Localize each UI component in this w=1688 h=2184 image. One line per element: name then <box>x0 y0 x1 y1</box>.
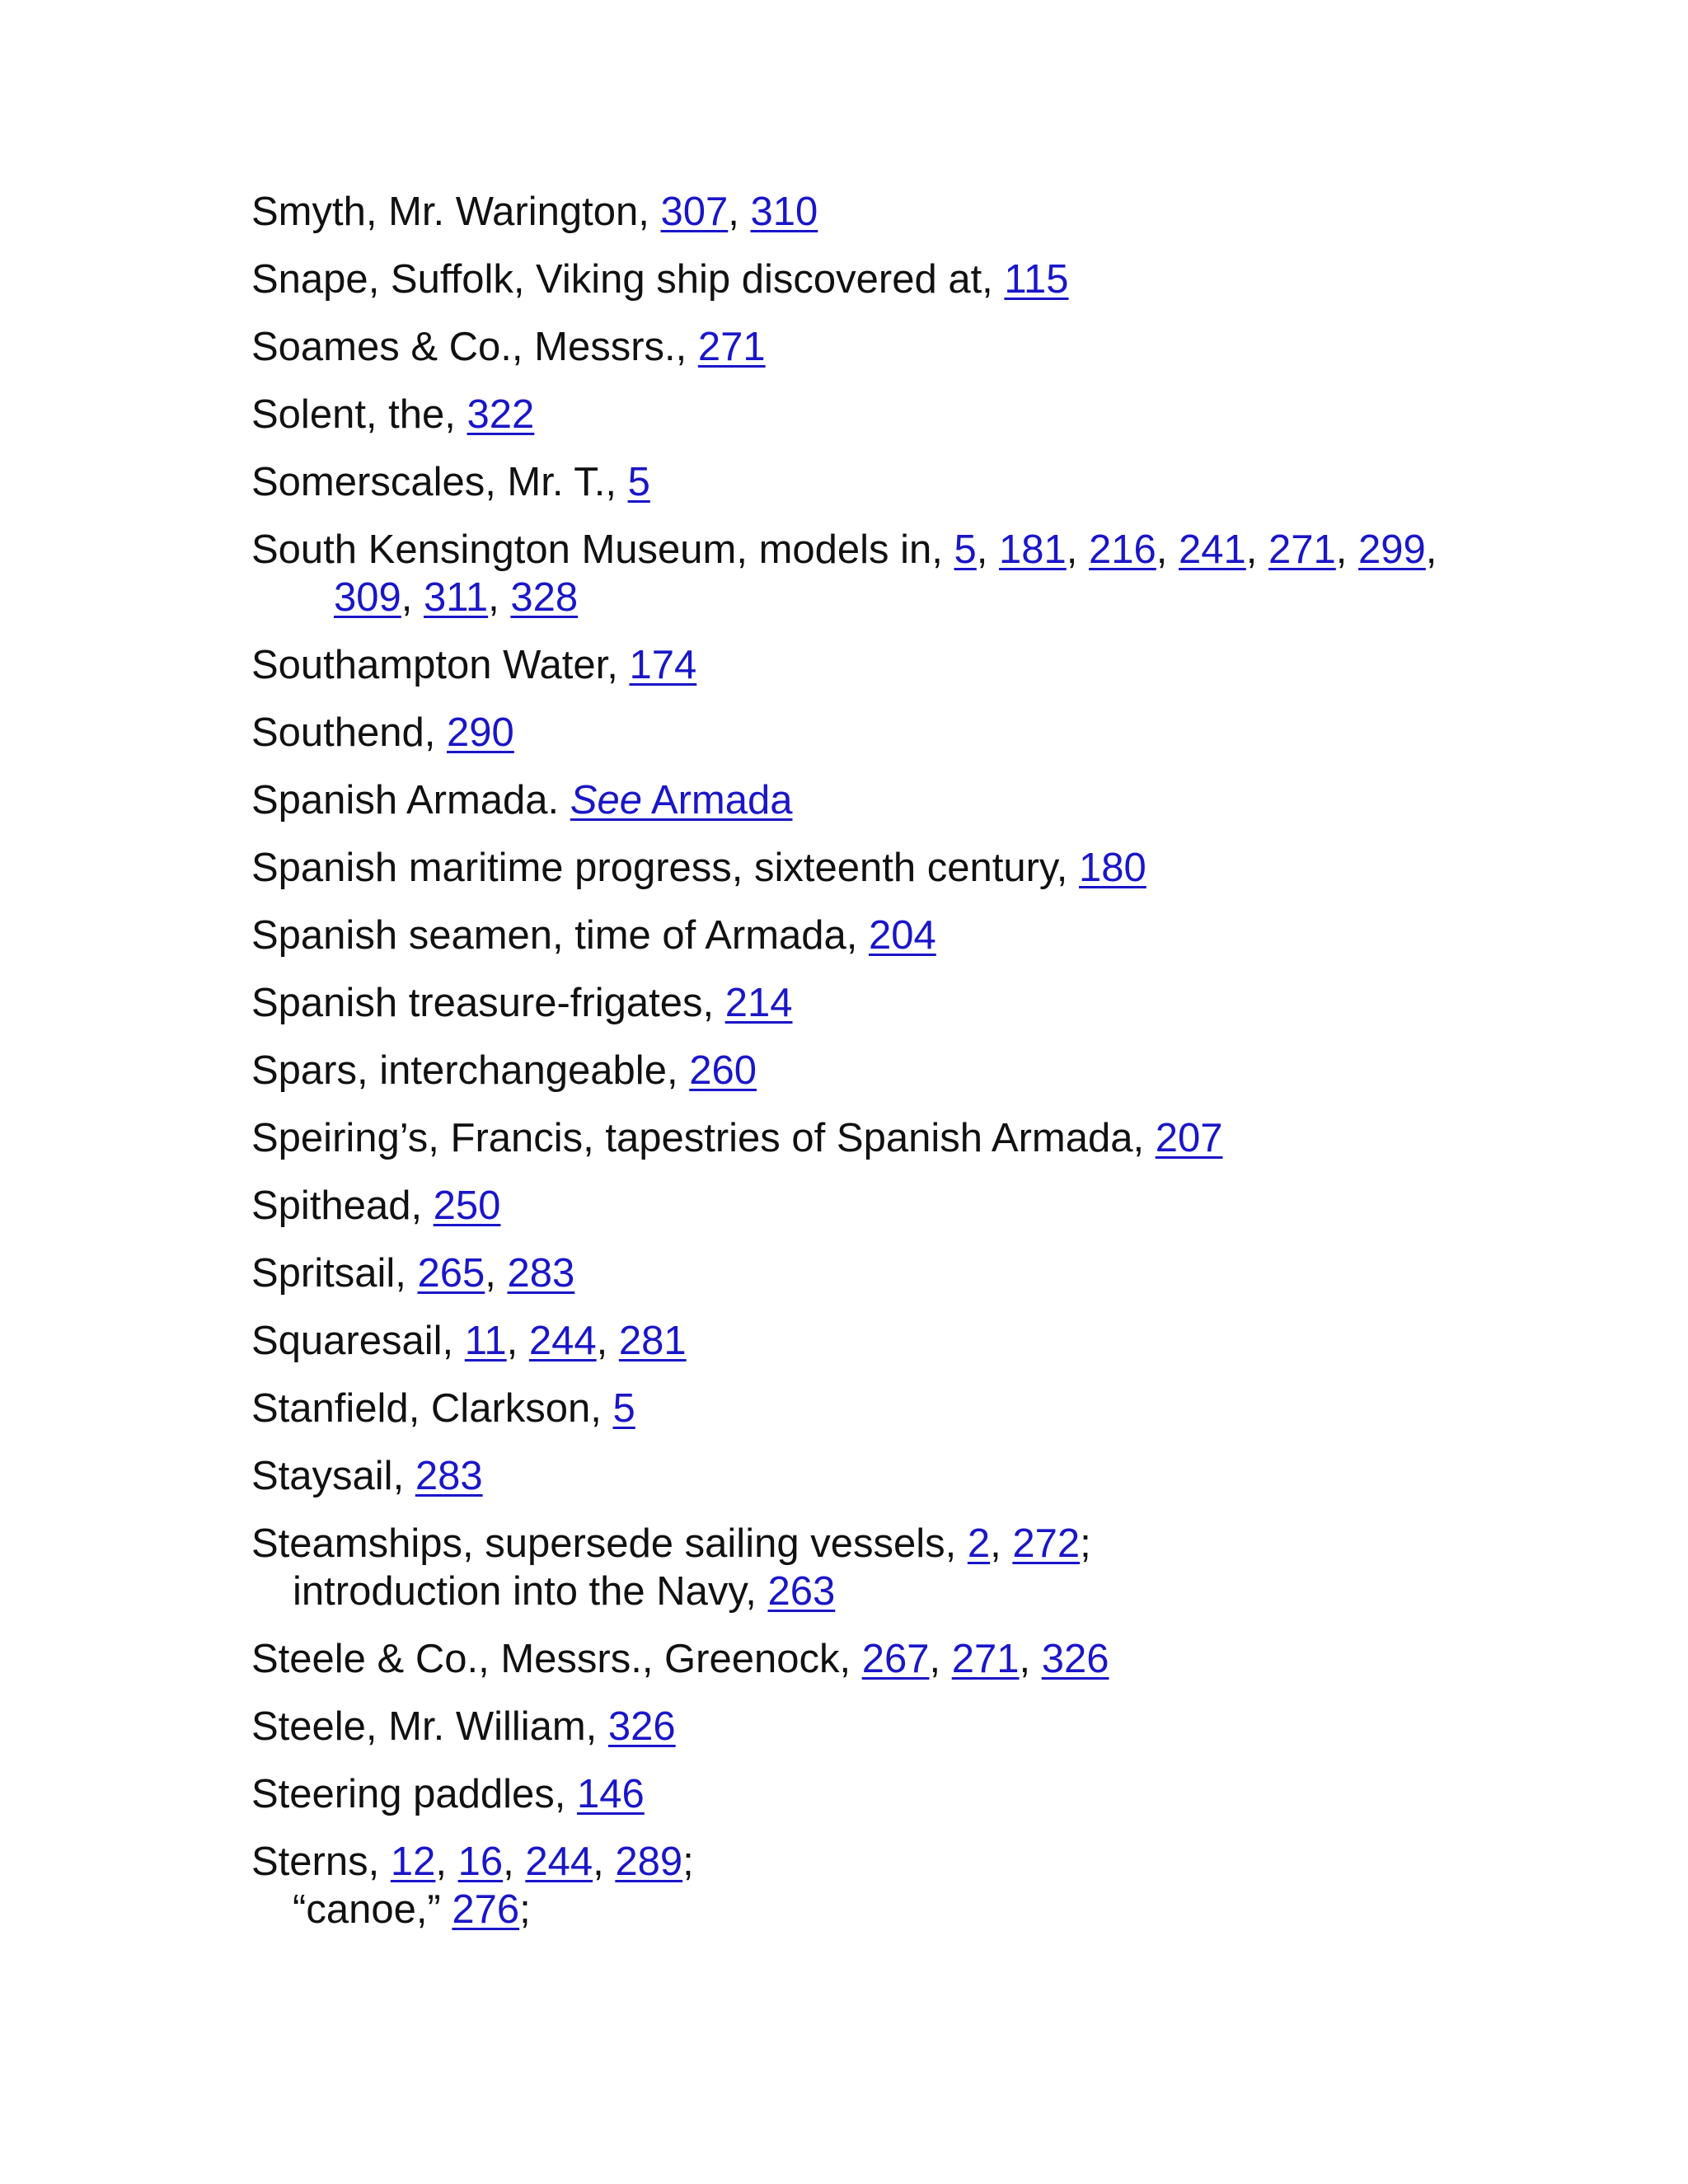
page-ref-link[interactable]: 271 <box>697 325 766 369</box>
index-entry-line <box>251 1520 1570 1568</box>
page-ref-link[interactable]: 16 <box>457 1840 504 1884</box>
index-entry <box>251 641 1570 689</box>
index-entry-line <box>251 458 1570 506</box>
page-ref-link[interactable]: 263 <box>767 1569 836 1614</box>
index-term: Smyth, Mr. Warington, <box>251 190 661 234</box>
index-term: Steele, Mr. William, <box>251 1704 608 1749</box>
index-entry-line <box>251 1703 1570 1750</box>
page-ref-link[interactable]: 11 <box>464 1319 507 1363</box>
page-ref-link[interactable]: 180 <box>1079 846 1146 890</box>
index-entry <box>251 1635 1570 1683</box>
index-entry <box>251 1385 1570 1432</box>
index-term: Soames & Co., Messrs., <box>251 325 698 369</box>
page-ref-link[interactable]: 271 <box>951 1637 1020 1681</box>
page-ref-link[interactable]: 5 <box>627 460 650 504</box>
trailing-punctuation: ; <box>1080 1521 1091 1566</box>
index-term: Spanish Armada. <box>251 778 570 823</box>
index-entry-line <box>251 709 1570 757</box>
index-entry <box>251 1703 1570 1750</box>
index-term: Solent, the, <box>251 392 467 437</box>
page-ref-link[interactable]: 299 <box>1358 527 1426 572</box>
index-term: Steamships, supersede sailing vessels, <box>251 1521 968 1566</box>
page-ref-link[interactable]: 276 <box>452 1887 520 1932</box>
index-entry-line <box>251 912 1570 959</box>
index-term: Spithead, <box>251 1183 434 1228</box>
index-entry-line <box>251 1452 1570 1500</box>
page-ref-link[interactable]: 281 <box>618 1319 687 1363</box>
index-entry <box>251 776 1570 824</box>
page-ref-link[interactable]: 174 <box>629 643 697 687</box>
index-entry-line <box>251 1047 1570 1094</box>
index-entry <box>251 526 1570 621</box>
index-entry-line <box>251 1317 1570 1365</box>
index-entry <box>251 844 1570 892</box>
index-entry-line <box>251 1635 1570 1683</box>
index-term: Staysail, <box>251 1454 415 1498</box>
index-term: Steering paddles, <box>251 1772 577 1816</box>
index-entry <box>251 188 1570 236</box>
index-term: Stanfield, Clarkson, <box>251 1386 613 1431</box>
index-entry-line <box>251 391 1570 438</box>
page-ref-link[interactable]: 326 <box>1041 1637 1109 1681</box>
index-entry <box>251 1520 1570 1615</box>
separator: , <box>1425 527 1437 572</box>
separator: , <box>593 1840 616 1884</box>
page-ref-link[interactable]: 290 <box>447 710 514 755</box>
index-subterm: “canoe,” <box>293 1887 452 1932</box>
page-ref-link[interactable]: 307 <box>660 190 729 234</box>
page-ref-link[interactable]: 250 <box>433 1183 501 1228</box>
page-ref-link[interactable]: 2 <box>967 1521 991 1566</box>
page-ref-link[interactable]: 115 <box>1004 257 1069 302</box>
page-ref-link[interactable]: 265 <box>417 1251 485 1296</box>
separator: , <box>435 1840 458 1884</box>
index-term: Spanish seamen, time of Armada, <box>251 913 869 958</box>
index-entry-line <box>251 1182 1570 1230</box>
separator: , <box>1245 527 1269 572</box>
index-entry-line <box>251 1114 1570 1162</box>
index-entry <box>251 709 1570 757</box>
page-ref-link[interactable]: 244 <box>528 1319 597 1363</box>
page-ref-link[interactable]: 5 <box>612 1386 635 1431</box>
index-entry <box>251 1249 1570 1297</box>
index-term: Somerscales, Mr. T., <box>251 460 628 504</box>
page-ref-link[interactable]: 181 <box>999 527 1067 572</box>
separator: , <box>1066 527 1090 572</box>
index-entry <box>251 255 1570 303</box>
index-term: Southampton Water, <box>251 643 630 687</box>
page-ref-link[interactable]: 283 <box>415 1454 483 1498</box>
index-term: Steele & Co., Messrs., Greenock, <box>251 1637 862 1681</box>
index-term: Spanish maritime progress, sixteenth century, <box>251 846 1080 890</box>
index-entry <box>251 1114 1570 1162</box>
separator: , <box>503 1840 526 1884</box>
page-ref-link[interactable]: 260 <box>689 1048 757 1093</box>
index-entry-line <box>251 1838 1570 1886</box>
index-term: Speiring’s, Francis, tapestries of Spanish Armada, <box>251 1116 1156 1160</box>
page-ref-link[interactable]: 207 <box>1155 1116 1223 1160</box>
page-ref-link[interactable]: 322 <box>467 392 535 437</box>
trailing-punctuation: ; <box>519 1887 531 1932</box>
separator: , <box>506 1319 529 1363</box>
index-entry <box>251 1317 1570 1365</box>
page-ref-link[interactable]: 12 <box>390 1840 436 1884</box>
index-entry <box>251 912 1570 959</box>
index-entry-line <box>251 641 1570 689</box>
index-term: South Kensington Museum, models in, <box>251 527 954 572</box>
index-term: Sterns, <box>251 1840 391 1884</box>
index-term: Spanish treasure-frigates, <box>251 981 725 1025</box>
index-entry <box>251 391 1570 438</box>
index-term: Snape, Suffolk, Viking ship discovered at, <box>251 257 1005 302</box>
index-entry <box>251 979 1570 1027</box>
page-ref-link[interactable]: 328 <box>510 575 579 620</box>
separator: , <box>488 575 511 620</box>
separator: , <box>929 1637 952 1681</box>
index-list <box>251 188 1570 1953</box>
index-subentry <box>251 1568 1570 1615</box>
index-entry <box>251 1182 1570 1230</box>
separator: , <box>485 1251 508 1296</box>
index-entry <box>251 323 1570 371</box>
index-entry-line <box>251 844 1570 892</box>
see-prefix: See <box>570 778 642 823</box>
index-term: Spritsail, <box>251 1251 418 1296</box>
index-entry-line <box>251 255 1570 303</box>
page-ref-link[interactable]: 146 <box>577 1772 645 1816</box>
index-entry <box>251 1452 1570 1500</box>
page-ref-link[interactable]: 310 <box>750 190 818 234</box>
page-ref-link[interactable]: 272 <box>1012 1521 1081 1566</box>
page-ref-link[interactable]: 244 <box>525 1840 593 1884</box>
separator: , <box>1335 527 1359 572</box>
page-ref-link[interactable]: 309 <box>334 575 401 620</box>
separator: , <box>1019 1637 1042 1681</box>
index-entry-line <box>251 979 1570 1027</box>
page-ref-link[interactable]: 311 <box>424 575 489 620</box>
page-ref-link[interactable]: 283 <box>507 1251 575 1296</box>
page-ref-link[interactable]: 326 <box>607 1704 676 1749</box>
index-entry-line <box>251 776 1570 824</box>
index-entry-line <box>251 323 1570 371</box>
page-ref-link[interactable]: 289 <box>615 1840 683 1884</box>
separator: , <box>990 1521 1013 1566</box>
page-ref-link[interactable]: 267 <box>861 1637 930 1681</box>
index-entry-line <box>251 1249 1570 1297</box>
index-term: Spars, interchangeable, <box>251 1048 690 1093</box>
index-entry <box>251 1770 1570 1818</box>
separator: , <box>401 575 424 620</box>
index-term: Squaresail, <box>251 1319 465 1363</box>
index-entry-line <box>251 1385 1570 1432</box>
index-entry-line <box>251 1770 1570 1818</box>
index-entry-line <box>251 526 1570 574</box>
trailing-punctuation: ; <box>682 1840 694 1884</box>
separator: , <box>976 527 1000 572</box>
page-ref-link[interactable]: 214 <box>724 981 793 1025</box>
separator: , <box>596 1319 619 1363</box>
page-ref-link[interactable]: 204 <box>869 913 936 958</box>
separator: , <box>1156 527 1179 572</box>
index-subentry <box>251 1886 1570 1933</box>
index-entry-continuation <box>251 574 1570 621</box>
index-term: Southend, <box>251 710 448 755</box>
separator: , <box>728 190 751 234</box>
index-entry <box>251 1047 1570 1094</box>
page-ref-link[interactable]: 241 <box>1179 527 1246 572</box>
index-subterm: introduction into the Navy, <box>293 1569 768 1614</box>
page-ref-link[interactable]: 271 <box>1268 527 1336 572</box>
page-ref-link[interactable]: 5 <box>954 527 977 572</box>
index-entry <box>251 458 1570 506</box>
see-target: Armada <box>641 778 793 823</box>
index-entry-line <box>251 188 1570 236</box>
index-entry <box>251 1838 1570 1933</box>
see-reference-link[interactable] <box>570 778 793 823</box>
page-ref-link[interactable]: 216 <box>1089 527 1156 572</box>
